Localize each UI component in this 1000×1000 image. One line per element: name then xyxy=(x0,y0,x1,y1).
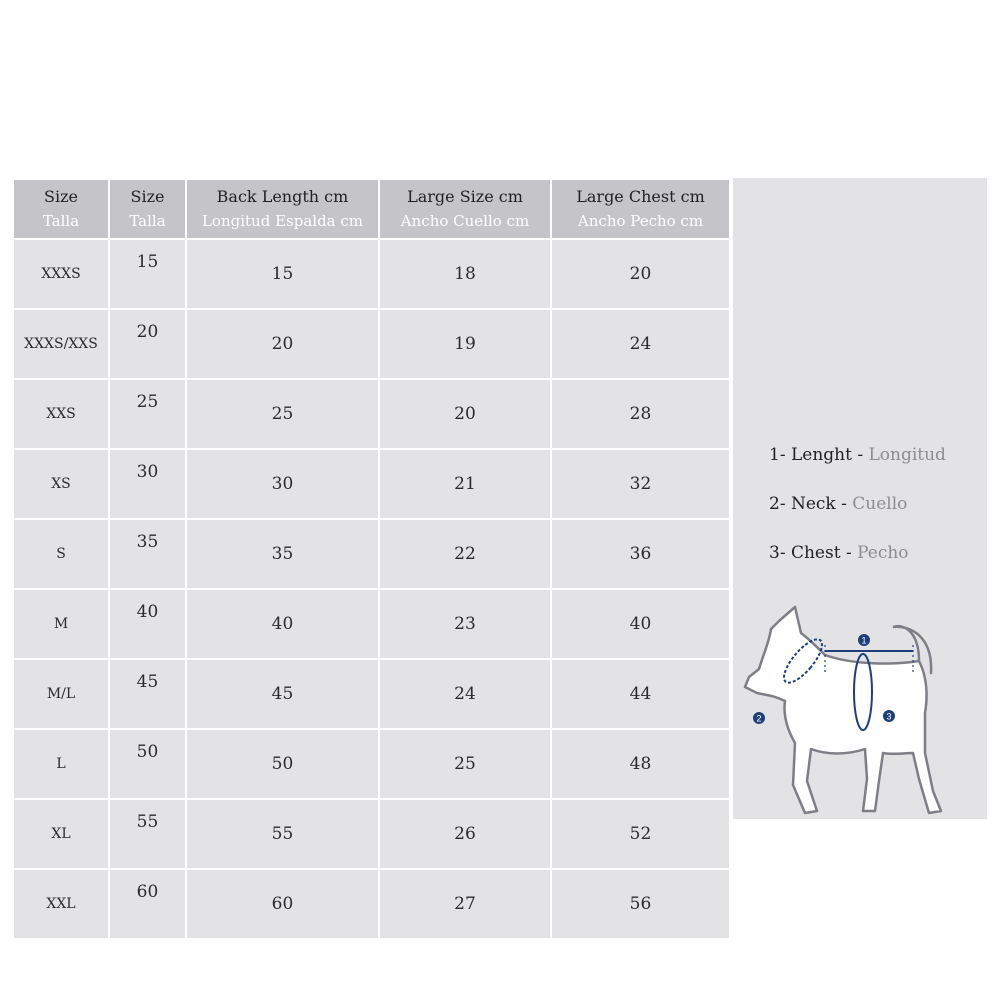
cell-back-length: 20 xyxy=(186,309,379,379)
cell-chest: 48 xyxy=(551,729,730,799)
cell-size-label: XS xyxy=(13,449,109,519)
cell-size-label: M xyxy=(13,589,109,659)
cell-back-length: 40 xyxy=(186,589,379,659)
dog-measurement-icon xyxy=(743,603,963,818)
cell-chest: 20 xyxy=(551,239,730,309)
cell-back-length: 45 xyxy=(186,659,379,729)
cell-size-label: L xyxy=(13,729,109,799)
table-row xyxy=(13,379,730,449)
measurement-guide xyxy=(731,178,987,819)
cell-chest: 52 xyxy=(551,799,730,869)
cell-neck: 22 xyxy=(379,519,551,589)
cell-chest: 28 xyxy=(551,379,730,449)
cell-size-label: M/L xyxy=(13,659,109,729)
cell-size-label: XXS xyxy=(13,379,109,449)
cell-chest: 40 xyxy=(551,589,730,659)
size-table xyxy=(12,178,731,940)
marker-2: 2 xyxy=(756,713,762,724)
cell-size-number: 35 xyxy=(109,519,186,589)
header-chest: Large Chest cm Ancho Pecho cm xyxy=(551,179,730,239)
table-row xyxy=(13,309,730,379)
marker-1: 1 xyxy=(861,635,867,646)
cell-chest: 36 xyxy=(551,519,730,589)
cell-neck: 24 xyxy=(379,659,551,729)
header-neck: Large Size cm Ancho Cuello cm xyxy=(379,179,551,239)
table-row xyxy=(13,659,730,729)
cell-size-label: XXL xyxy=(13,869,109,939)
dog-silhouette xyxy=(745,607,941,813)
legend-length: 1- Lenght - Longitud xyxy=(769,445,946,465)
cell-size-number: 45 xyxy=(109,659,186,729)
cell-neck: 21 xyxy=(379,449,551,519)
size-chart xyxy=(12,178,987,914)
cell-chest: 56 xyxy=(551,869,730,939)
cell-chest: 44 xyxy=(551,659,730,729)
cell-size-number: 55 xyxy=(109,799,186,869)
cell-size-label: XL xyxy=(13,799,109,869)
legend-neck: 2- Neck - Cuello xyxy=(769,494,908,514)
cell-back-length: 25 xyxy=(186,379,379,449)
cell-neck: 26 xyxy=(379,799,551,869)
cell-size-label: S xyxy=(13,519,109,589)
cell-back-length: 60 xyxy=(186,869,379,939)
cell-neck: 19 xyxy=(379,309,551,379)
table-row xyxy=(13,729,730,799)
table-body xyxy=(13,239,730,939)
measurement-legend xyxy=(769,440,946,587)
table-row xyxy=(13,519,730,589)
cell-chest: 24 xyxy=(551,309,730,379)
cell-size-number: 25 xyxy=(109,379,186,449)
cell-size-number: 60 xyxy=(109,869,186,939)
cell-back-length: 35 xyxy=(186,519,379,589)
cell-size-number: 30 xyxy=(109,449,186,519)
cell-neck: 20 xyxy=(379,379,551,449)
header-size-number: Size Talla xyxy=(109,179,186,239)
table-row xyxy=(13,799,730,869)
cell-neck: 27 xyxy=(379,869,551,939)
cell-back-length: 15 xyxy=(186,239,379,309)
marker-3: 3 xyxy=(886,711,892,722)
table-row xyxy=(13,449,730,519)
cell-size-number: 40 xyxy=(109,589,186,659)
cell-size-number: 20 xyxy=(109,309,186,379)
legend-chest: 3- Chest - Pecho xyxy=(769,543,909,563)
cell-back-length: 50 xyxy=(186,729,379,799)
table-row xyxy=(13,869,730,939)
cell-neck: 18 xyxy=(379,239,551,309)
cell-neck: 23 xyxy=(379,589,551,659)
cell-size-label: XXXS xyxy=(13,239,109,309)
table-row xyxy=(13,239,730,309)
header-back-length: Back Length cm Longitud Espalda cm xyxy=(186,179,379,239)
table-row xyxy=(13,589,730,659)
cell-back-length: 30 xyxy=(186,449,379,519)
cell-chest: 32 xyxy=(551,449,730,519)
cell-neck: 25 xyxy=(379,729,551,799)
table-header xyxy=(13,179,730,239)
header-size: Size Talla xyxy=(13,179,109,239)
cell-size-number: 15 xyxy=(109,239,186,309)
cell-size-number: 50 xyxy=(109,729,186,799)
cell-size-label: XXXS/XXS xyxy=(13,309,109,379)
cell-back-length: 55 xyxy=(186,799,379,869)
